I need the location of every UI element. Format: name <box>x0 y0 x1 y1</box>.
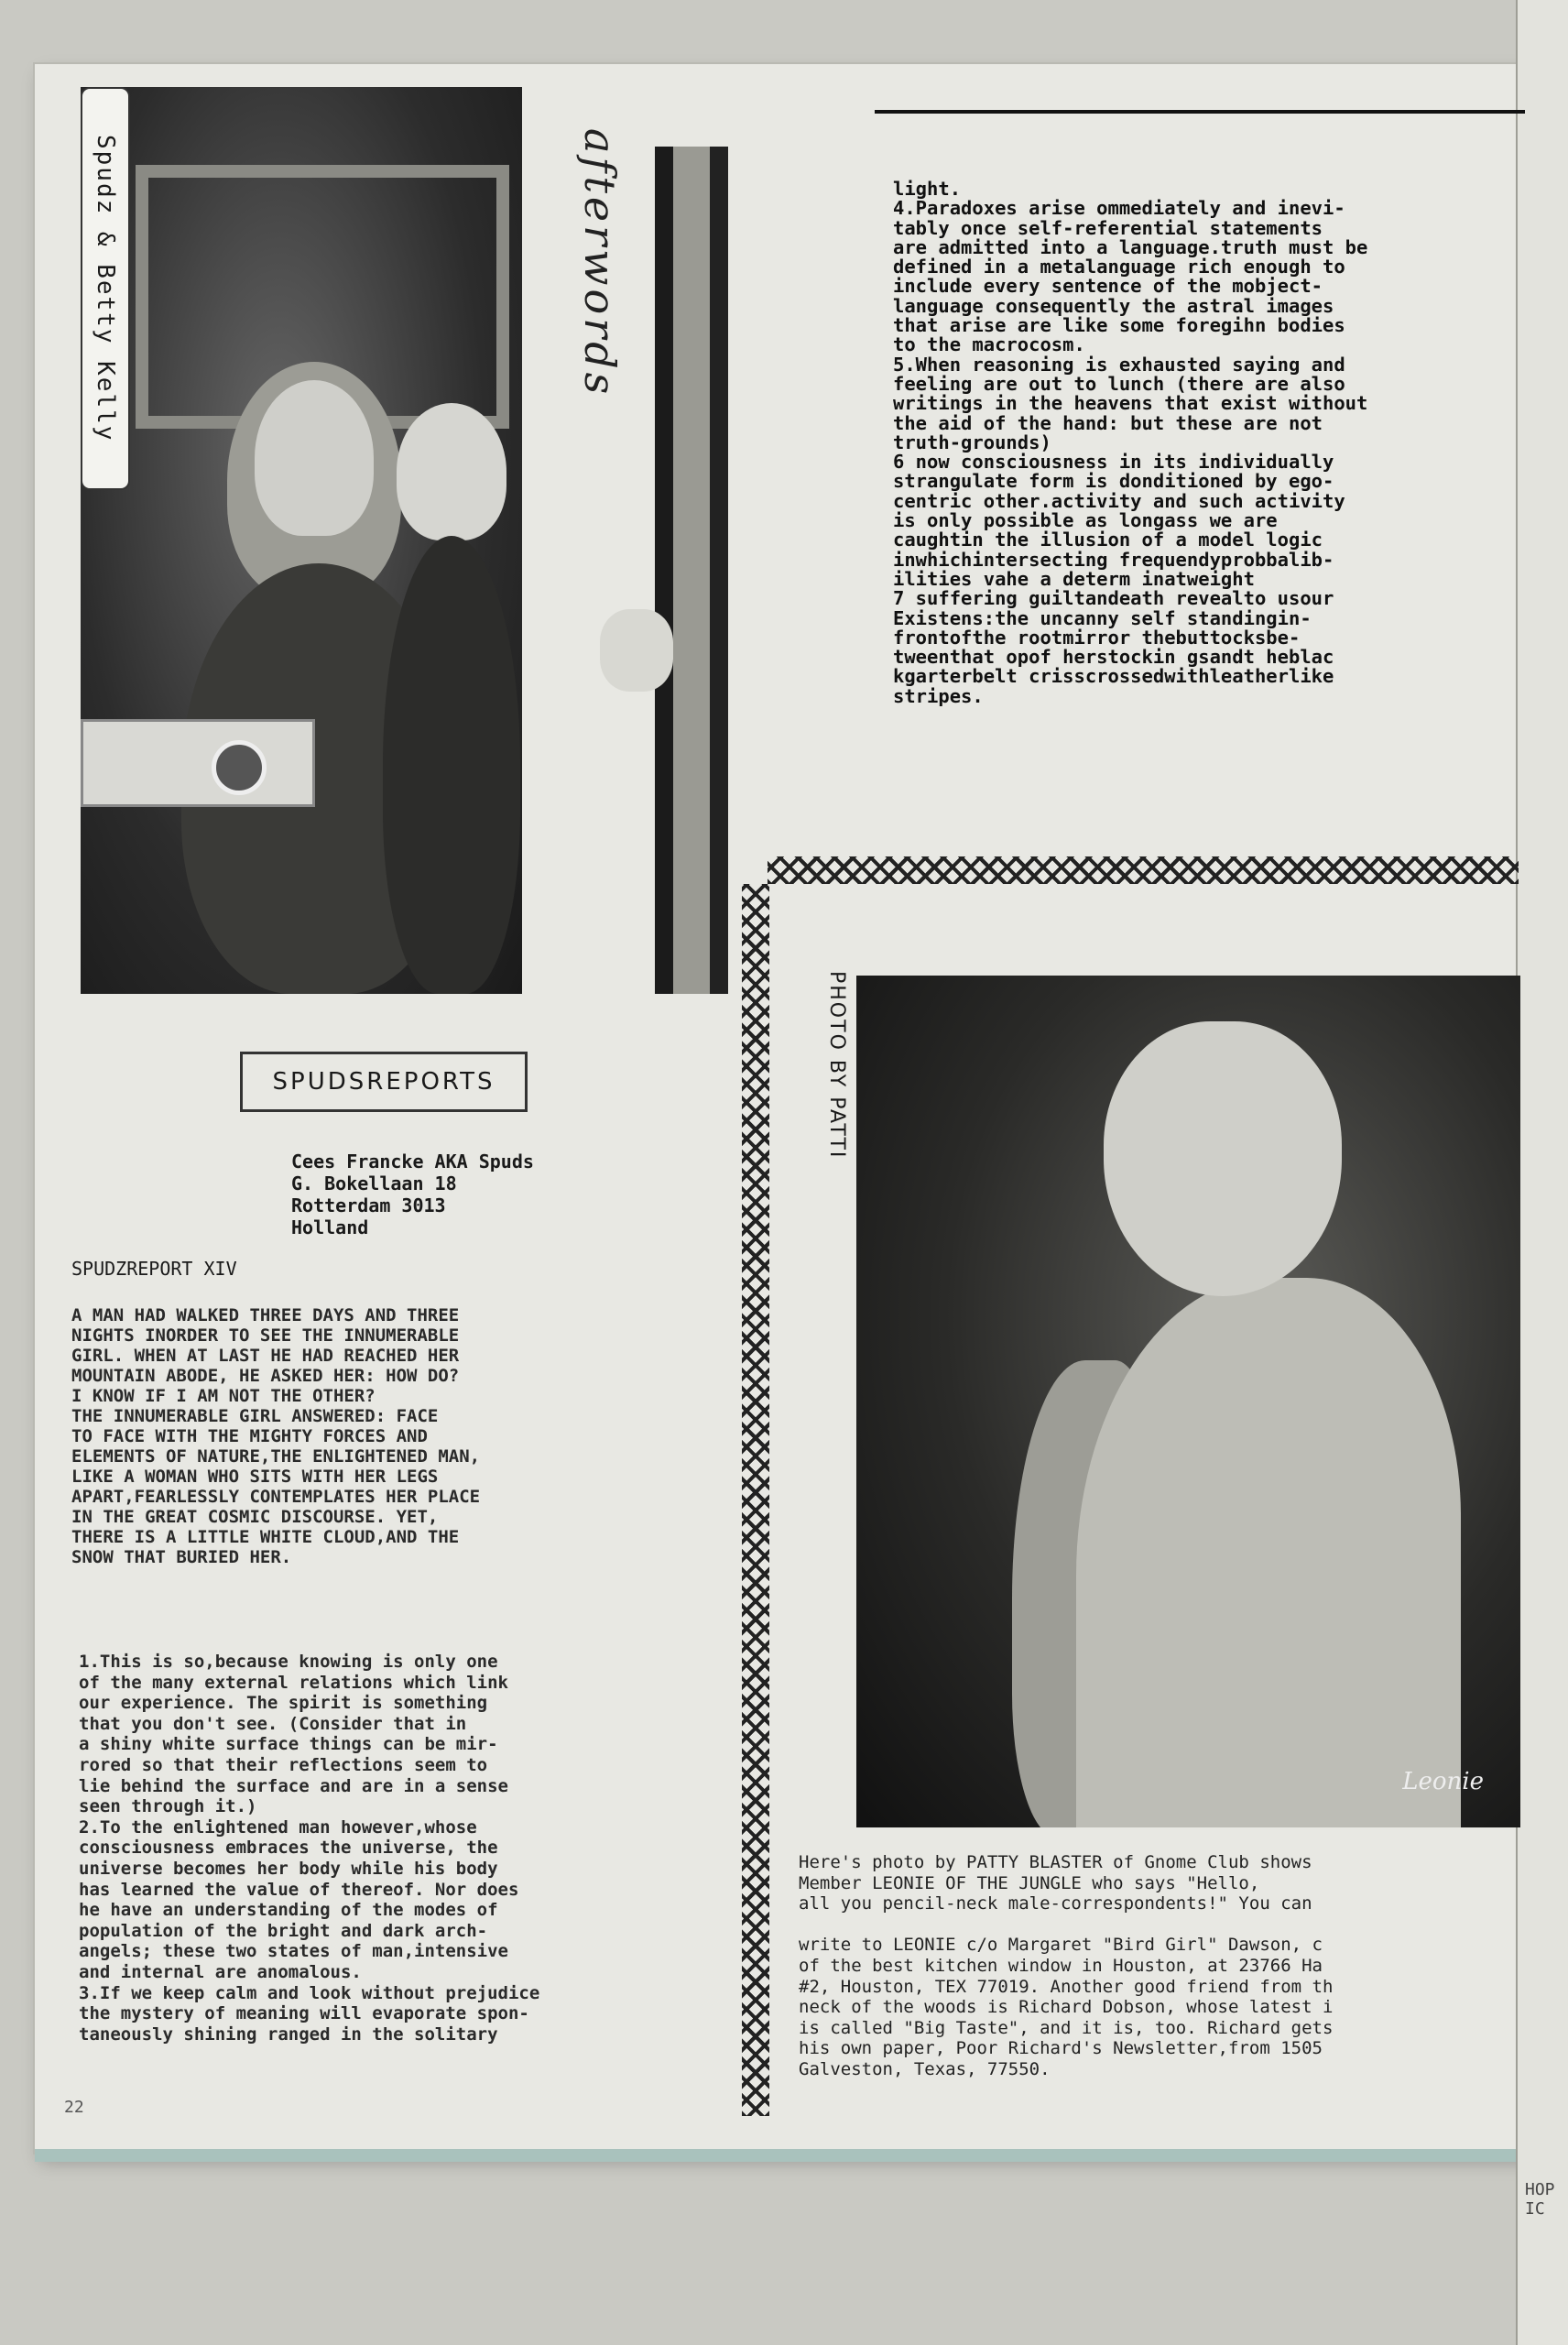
photo-signature: Leonie <box>1402 1768 1484 1795</box>
photo-strip <box>655 147 728 994</box>
photo-credit: PHOTO BY PATTI <box>825 971 848 1160</box>
projector-lens <box>212 740 267 795</box>
photo-person2-face <box>397 403 506 540</box>
story-text: A MAN HAD WALKED THREE DAYS AND THREE NIGHTS INORDER TO SEE THE INNUMERABLE GIRL. WHEN AT LAST HE HAD REACHED HER MOUNTAIN ABODE, HE ASKED HER: HOW DO? I KNOW IF I AM NOT THE OTHER? THE INNUMERABLE GIRL ANSWERED: FACE TO FACE WITH THE MIGHTY FORCES AND ELEMENTS OF NATURE,THE ENLIGHTENED MAN, LIKE A WOMAN WHO SITS WITH HER LEGS APART,FEARLESSLY CONTEMPLATES HER PLACE IN THE GREAT COSMIC DISCOURSE. YET, THERE IS A LITTLE WHITE CLOUD,AND THE SNOW THAT BURIED HER. <box>71 1305 481 1567</box>
photo-person2-body <box>383 536 520 994</box>
zigzag-border-left <box>742 884 769 2116</box>
next-page-edge <box>1516 0 1568 2345</box>
photo-projector <box>81 719 315 807</box>
photo-hand <box>600 609 673 692</box>
page-number: 22 <box>64 2098 84 2117</box>
photo-figure-head <box>1104 1021 1342 1296</box>
report-title: SPUDZREPORT XIV <box>71 1258 237 1280</box>
next-page-fragment: HOP IC <box>1525 2180 1555 2219</box>
photo-spudz-betty <box>81 87 522 994</box>
photo-caption-text: Here's photo by PATTY BLASTER of Gnome Club shows Member LEONIE OF THE JUNGLE who says "Hello, all you pencil-neck male-correspondents!" You can write to LEONIE c/o Margaret "Bird Girl" Dawson, c of the best kitchen window in Houston, at 23766 Ha #2, Houston, TEX 77019. Another good friend from th neck of the woods is Richard Dobson, whose latest i is called "Big Taste", and it is, too. Richard gets his own paper, Poor Richard's Newsletter,from 1505 Galveston, Texas, 77550. <box>799 1852 1334 2079</box>
zigzag-border-top <box>768 856 1519 884</box>
photo-figure-body <box>1076 1278 1461 1827</box>
photo-caption: Spudz & Betty Kelly <box>81 87 130 490</box>
photo-leonie <box>856 976 1520 1827</box>
continued-text: light. 4.Paradoxes arise ommediately and inevi- tably once self-referential statements are admitted into a language.truth must be defined in a metalanguage rich enough to include every sentence of the mobject- language consequently the astral images that arise are like some foregihn bodies to the macrocosm. 5.When reasoning is exhausted saying and feeling are out to lunch (there are also writings in the heavens that exist without the aid of the hand: but these are not truth-grounds) 6 now consciousness in its individually strangulate form is donditioned by ego- centric other.activity and such activity is only possible as longass we are caughtin the illusion of a model logic inwhichintersecting frequendyprobbalib- ilities vahe a determ inatweight 7 suffering guiltandeath revealto usour Existens:the uncanny self standingin- frontofthe rootmirror thebuttocksbe- tweenthat opof herstockin gsandt heblac kgarterbelt crisscrossedwithleatherlike stripes. <box>893 178 1368 707</box>
photo-person-face <box>255 380 374 536</box>
section-label: SPUDSREPORTS <box>240 1052 528 1112</box>
address-block: Cees Francke AKA Spuds G. Bokellaan 18 Rotterdam 3013 Holland <box>291 1151 534 1238</box>
top-rule <box>875 110 1525 114</box>
numbered-paragraphs: 1.This is so,because knowing is only one of the many external relations which link our experience. The spirit is something that you don't see. (Consider that in a shiny white surface things can be mir- rored so that their reflections seem to lie behind the surface and are in a sense seen through it.) 2.To the enlightened man however,whose consciousness embraces the universe, the universe becomes her body while his body has learned the value of thereof. Nor does he have an understanding of the modes of population of the bright and dark arch- angels; these two states of man,intensive and internal are anomalous. 3.If we keep calm and look without prejudice the mystery of meaning will evaporate spon- taneously shining ranged in the solitary <box>79 1652 540 2045</box>
page-edge <box>35 2149 1544 2162</box>
handwritten-title: afterwords <box>575 128 625 398</box>
